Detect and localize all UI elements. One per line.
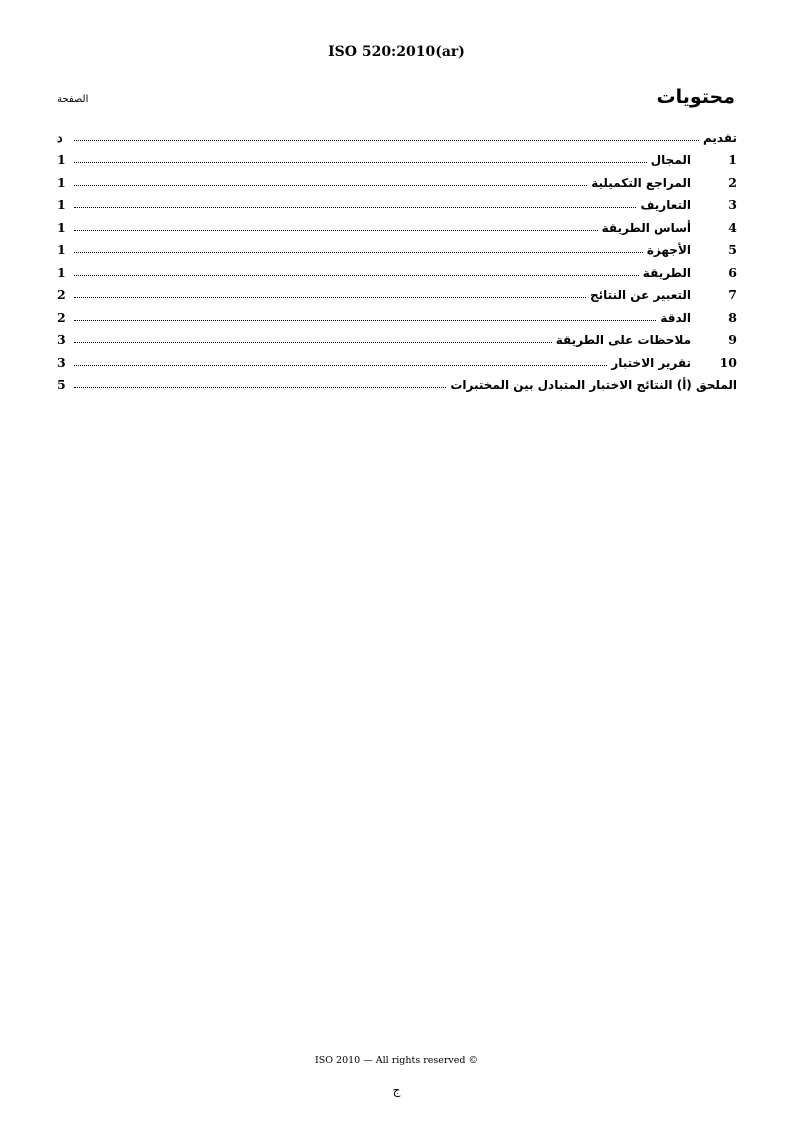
toc-entry-page: 1 bbox=[57, 219, 66, 235]
dot-leader bbox=[74, 230, 598, 231]
toc-entry-number: 9 bbox=[728, 332, 737, 347]
toc-entry-number: 8 bbox=[728, 309, 737, 325]
toc-entry-number: 4 bbox=[728, 219, 737, 235]
dot-leader bbox=[74, 162, 647, 163]
dot-leader bbox=[74, 207, 636, 208]
toc-entry-number: 10 bbox=[719, 354, 737, 370]
toc-entry-10[interactable] bbox=[57, 347, 737, 370]
table-of-contents bbox=[57, 122, 737, 392]
toc-entry-title: الطريقة bbox=[642, 265, 691, 280]
toc-entry-title: التعاريف bbox=[640, 198, 691, 212]
toc-entry-title: المجال bbox=[650, 153, 691, 167]
toc-entry-title: أساس الطريقة bbox=[601, 220, 691, 235]
toc-entry-page: د bbox=[57, 129, 63, 145]
toc-entry-page: 2 bbox=[57, 309, 66, 325]
toc-entry-page: 3 bbox=[57, 332, 66, 347]
toc-entry-page: 3 bbox=[57, 354, 66, 370]
dot-leader bbox=[74, 185, 587, 186]
toc-heading: محتويات bbox=[656, 86, 735, 108]
toc-entry-9[interactable] bbox=[57, 325, 737, 348]
toc-entry-8[interactable] bbox=[57, 302, 737, 325]
toc-entry-annex-a[interactable] bbox=[57, 370, 737, 393]
toc-entry-page: 1 bbox=[57, 197, 66, 212]
dot-leader bbox=[74, 275, 639, 276]
toc-entry-3[interactable] bbox=[57, 190, 737, 213]
toc-entry-number: 3 bbox=[728, 197, 737, 212]
toc-entry-title: التعبير عن النتائج bbox=[590, 288, 691, 302]
toc-entry-page: 1 bbox=[57, 264, 66, 280]
toc-entry-title: تقديم bbox=[703, 130, 737, 145]
toc-entry-number: 7 bbox=[728, 287, 737, 302]
toc-entry-number: 6 bbox=[728, 264, 737, 280]
toc-entry-1[interactable] bbox=[57, 145, 737, 168]
toc-entry-title: تقرير الاختبار bbox=[611, 355, 691, 370]
toc-entry-4[interactable] bbox=[57, 212, 737, 235]
toc-entry-page: 5 bbox=[57, 377, 66, 392]
toc-entry-title: ملاحظات على الطريقة bbox=[555, 333, 691, 347]
toc-entry-page: 1 bbox=[57, 152, 66, 167]
toc-entry-title: الأجهزة bbox=[646, 243, 691, 257]
dot-leader bbox=[74, 320, 656, 321]
page-column-label: الصفحة bbox=[57, 94, 89, 105]
toc-entry-title: الدقة bbox=[660, 310, 691, 325]
dot-leader bbox=[74, 387, 446, 388]
dot-leader bbox=[74, 297, 586, 298]
dot-leader bbox=[74, 365, 607, 366]
toc-entry-page: 1 bbox=[57, 174, 66, 190]
toc-entry-title: الملحق (أ) النتائج الاختبار المتبادل بين المختبرات bbox=[450, 378, 737, 392]
page-number: ج bbox=[392, 1083, 401, 1097]
toc-entry-2[interactable] bbox=[57, 167, 737, 190]
toc-entry-page: 1 bbox=[57, 242, 66, 257]
toc-entry-number: 5 bbox=[728, 242, 737, 257]
toc-entry-number: 2 bbox=[728, 174, 737, 190]
toc-entry-foreword[interactable] bbox=[57, 122, 737, 145]
dot-leader bbox=[74, 342, 552, 343]
toc-entry-page: 2 bbox=[57, 287, 66, 302]
dot-leader bbox=[74, 140, 699, 141]
toc-entry-7[interactable] bbox=[57, 280, 737, 303]
toc-entry-title: المراجع التكميلية bbox=[591, 175, 691, 190]
dot-leader bbox=[74, 252, 643, 253]
toc-entry-5[interactable] bbox=[57, 235, 737, 258]
toc-entry-number: 1 bbox=[728, 152, 737, 167]
copyright-notice: ISO 2010 — All rights reserved © bbox=[314, 1055, 479, 1066]
toc-entry-6[interactable] bbox=[57, 257, 737, 280]
document-id: ISO 520:2010(ar) bbox=[328, 44, 465, 60]
